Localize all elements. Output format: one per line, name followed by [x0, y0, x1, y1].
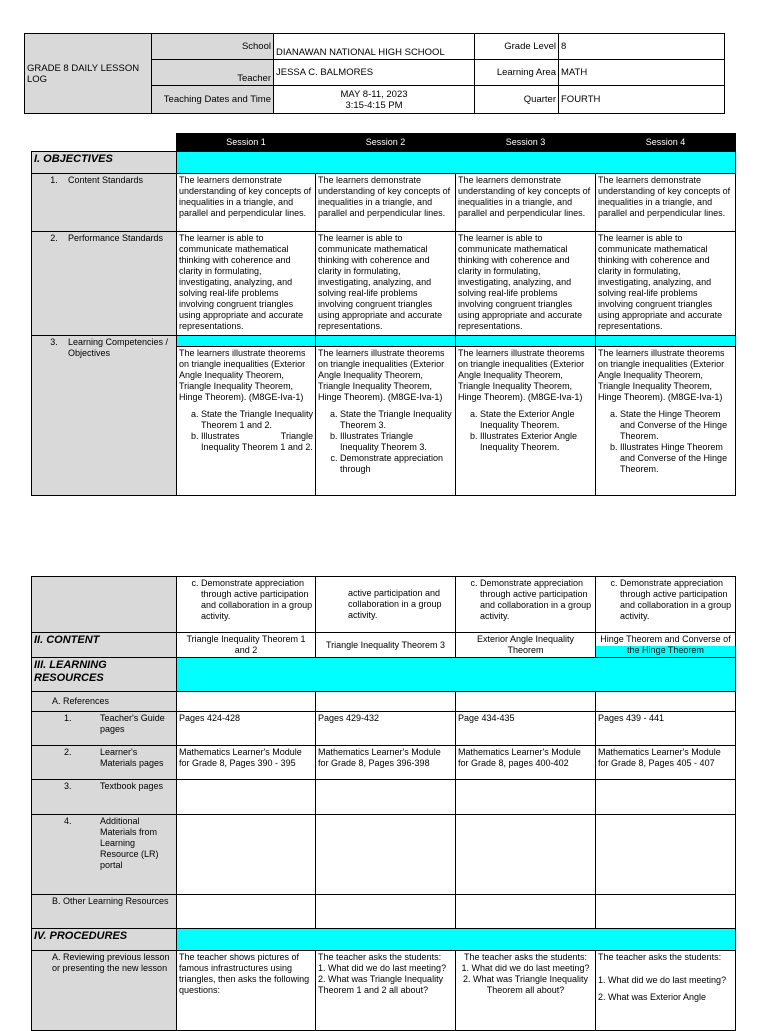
quarter-value: FOURTH — [559, 86, 725, 114]
competencies-label: 3. Learning Competencies / Objectives — [32, 336, 177, 496]
dates-value: MAY 8-11, 2023 — [340, 88, 408, 100]
tg-s2: Pages 429-432 — [316, 712, 456, 746]
session-3-header: Session 3 — [456, 134, 596, 152]
content-s1: Triangle Inequality Theorem 1 and 2 — [177, 633, 316, 658]
continued-s1: c. Demonstrate appreciation through active participation and collaboration in a group activity. — [177, 577, 316, 633]
school-label: School — [152, 34, 274, 60]
competency-s1: The learners illustrate theorems on triangle inequalities (Exterior Angle Inequality Theorem, Triangle Inequality Theorem, Hinge Theorem). (M8GE-Iva-1) a. State the Triangle Inequality Theorem 1 and 2. b. Illustrates Triangle Inequality Theorem 1 and 2. — [177, 336, 316, 496]
session-4-header: Session 4 — [596, 134, 736, 152]
learning-area-value: MATH — [559, 60, 725, 86]
lm-s2: Mathematics Learner's Module for Grade 8, Pages 396-398 — [316, 746, 456, 780]
objectives-table — [31, 133, 736, 496]
learning-area-label: Learning Area — [475, 60, 559, 86]
content-s2: Triangle Inequality Theorem 3 — [316, 633, 456, 658]
tg-s4: Pages 439 - 441 — [596, 712, 736, 746]
competency-s2: The learners illustrate theorems on triangle inequalities (Exterior Angle Inequality Theorem, Triangle Inequality Theorem, Hinge Theorem). (M8GE-Iva-1) a. State the Triangle Inequality Theorem 3. b. Illustrates Triangle Inequality Theorem 3. c. Demonstrate appreciation through — [316, 336, 456, 496]
content-standards-label: 1. Content Standards — [32, 174, 177, 232]
content-standards-s4: The learners demonstrate understanding of key concepts of inequalities in a triangle, and parallel and perpendicular lines. — [596, 174, 736, 232]
tg-s1: Pages 424-428 — [177, 712, 316, 746]
time-value: 3:15-4:15 PM — [345, 99, 403, 111]
textbook-label: 3. Textbook pages — [32, 780, 177, 815]
competency-s3-list: a. State the Exterior Angle Inequality Theorem. b. Illustrates Exterior Angle Inequality Theorem. — [458, 409, 593, 453]
continued-s2: active participation and collaboration in a group activity. — [316, 577, 456, 633]
session-1-header: Session 1 — [177, 134, 316, 152]
reviewing-label: A. Reviewing previous lesson or presenting the new lesson — [32, 951, 177, 1031]
learners-materials-label: 2. Learner's Materials pages — [32, 746, 177, 780]
lesson-log-title: GRADE 8 DAILY LESSON LOG — [25, 34, 152, 114]
content-s3: Exterior Angle Inequality Theorem — [456, 633, 596, 658]
school-value: DIANAWAN NATIONAL HIGH SCHOOL — [274, 34, 475, 60]
content-heading: II. CONTENT — [32, 633, 177, 658]
procedure-a-s4: The teacher asks the students: 1. What did we do last meeting? 2. What was Exterior Angle — [596, 951, 736, 1031]
competency-s1-list: a. State the Triangle Inequality Theorem 1 and 2. b. Illustrates Triangle Inequality Theorem 1 and 2. — [179, 409, 313, 453]
grade-level-label: Grade Level — [475, 34, 559, 60]
dates-cell — [274, 86, 475, 114]
procedure-a-s3: The teacher asks the students: 1. What did we do last meeting? 2. What was Triangle Inequality Theorem all about? — [456, 951, 596, 1031]
references-label: A. References — [32, 692, 177, 712]
objectives-heading: I. OBJECTIVES — [32, 152, 177, 174]
competency-s4-list: a. State the Hinge Theorem and Converse of the Hinge Theorem. b. Illustrates Hinge Theorem and Converse of the Hinge Theorem. — [598, 409, 733, 475]
lm-s1: Mathematics Learner's Module for Grade 8, Pages 390 - 395 — [177, 746, 316, 780]
quarter-label: Quarter — [475, 86, 559, 114]
procedure-a-s2: The teacher asks the students: 1. What did we do last meeting? 2. What was Triangle Inequality Theorem 1 and 2 all about? — [316, 951, 456, 1031]
competency-s4: The learners illustrate theorems on triangle inequalities (Exterior Angle Inequality Theorem, Triangle Inequality Theorem, Hinge Theorem). (M8GE-Iva-1) a. State the Hinge Theorem and Converse of the Hinge Theorem. b. Illustrates Hinge Theorem and Converse of the Hinge Theorem. — [596, 336, 736, 496]
teacher-label: Teacher — [152, 60, 274, 86]
procedures-heading: IV. PROCEDURES — [32, 929, 177, 951]
teachers-guide-label: 1. Teacher's Guide pages — [32, 712, 177, 746]
performance-standards-s2: The learner is able to communicate mathematical thinking with coherence and clarity in formulating, investigating, analyzing, and solving real-life problems involving congruent triangles using appropriate and accurate representations. — [316, 232, 456, 336]
content-standards-s3: The learners demonstrate understanding of key concepts of inequalities in a triangle, and parallel and perpendicular lines. — [456, 174, 596, 232]
continued-s3: c. Demonstrate appreciation through active participation and collaboration in a group activity. — [456, 577, 596, 633]
content-standards-s1: The learners demonstrate understanding of key concepts of inequalities in a triangle, and parallel and perpendicular lines. — [177, 174, 316, 232]
grade-level-value: 8 — [559, 34, 725, 60]
content-s4: Hinge Theorem and Converse of the Hinge Theorem — [596, 633, 736, 658]
lesson-table-continued — [31, 576, 736, 1031]
competency-s3: The learners illustrate theorems on triangle inequalities (Exterior Angle Inequality Theorem, Triangle Inequality Theorem, Hinge Theorem). (M8GE-Iva-1) a. State the Exterior Angle Inequality Theorem. b. Illustrates Exterior Angle Inequality Theorem. — [456, 336, 596, 496]
procedure-a-s1: The teacher shows pictures of famous infrastructures using triangles, then asks the following questions: — [177, 951, 316, 1031]
content-standards-s2: The learners demonstrate understanding of key concepts of inequalities in a triangle, and parallel and perpendicular lines. — [316, 174, 456, 232]
performance-standards-s1: The learner is able to communicate mathematical thinking with coherence and clarity in formulating, investigating, analyzing, and solving real-life problems involving congruent triangles using appropriate and accurate representations. — [177, 232, 316, 336]
tg-s3: Page 434-435 — [456, 712, 596, 746]
competency-s2-list: a. State the Triangle Inequality Theorem 3. b. Illustrates Triangle Inequality Theorem 3. c. Demonstrate appreciation through — [318, 409, 453, 475]
teacher-value: JESSA C. BALMORES — [274, 60, 475, 86]
lm-s4: Mathematics Learner's Module for Grade 8, Pages 405 - 407 — [596, 746, 736, 780]
resources-heading: III. LEARNING RESOURCES — [32, 658, 177, 692]
additional-materials-label: 4. Additional Materials from Learning Resource (LR) portal — [32, 815, 177, 895]
other-resources-label: B. Other Learning Resources — [32, 895, 177, 929]
continued-s4: c. Demonstrate appreciation through active participation and collaboration in a group activity. — [596, 577, 736, 633]
performance-standards-label: 2. Performance Standards — [32, 232, 177, 336]
header-table — [24, 33, 725, 114]
performance-standards-s3: The learner is able to communicate mathematical thinking with coherence and clarity in formulating, investigating, analyzing, and solving real-life problems involving congruent triangles using appropriate and accurate representations. — [456, 232, 596, 336]
lm-s3: Mathematics Learner's Module for Grade 8, pages 400-402 — [456, 746, 596, 780]
performance-standards-s4: The learner is able to communicate mathematical thinking with coherence and clarity in formulating, investigating, analyzing, and solving real-life problems involving congruent triangles using appropriate and accurate representations. — [596, 232, 736, 336]
dates-label: Teaching Dates and Time — [152, 86, 274, 114]
session-2-header: Session 2 — [316, 134, 456, 152]
